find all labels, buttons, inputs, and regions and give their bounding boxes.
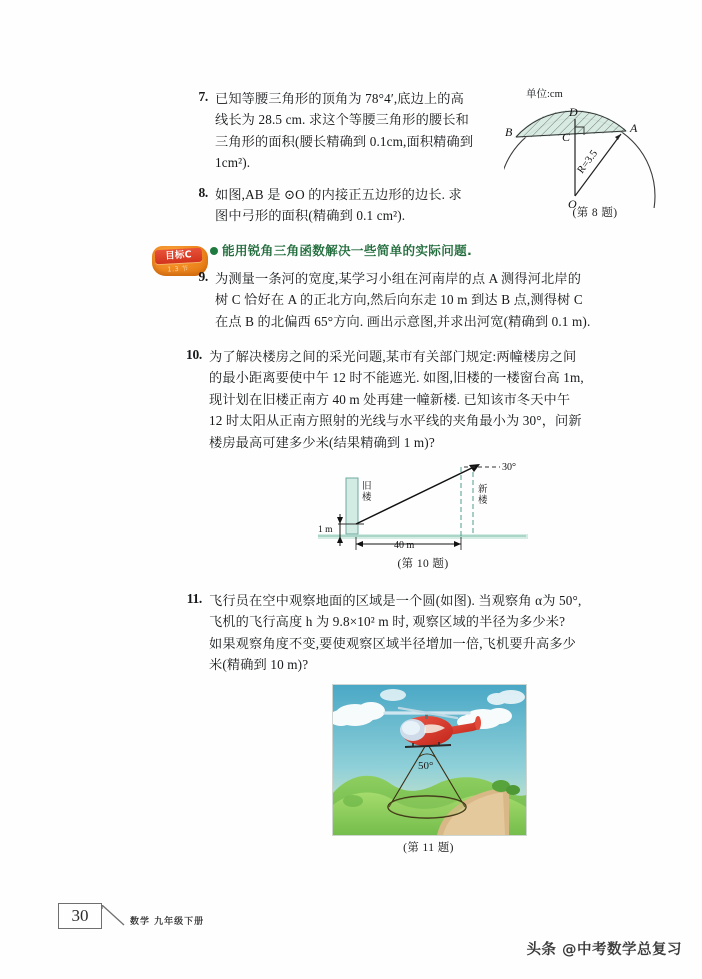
figure-8-drawing (504, 96, 686, 208)
svg-text:1 m: 1 m (318, 525, 333, 535)
problem-9-number: 9. (198, 269, 208, 284)
goal-statement (210, 240, 472, 259)
problem-11-text (202, 590, 581, 676)
figure-8-unit-label: 单位:cm (526, 89, 563, 100)
problem-10-line-1: 为了解决楼房之间的采光问题,某市有关部门规定:两幢楼房之间 (209, 349, 577, 364)
problem-10-line-5: 楼房最高可建多少米(结果精确到 1 m)? (209, 434, 435, 450)
problem-7-line-3: 三角形的面积(腰长精确到 0.1cm,面积精确到 (215, 133, 474, 149)
problem-8-text (208, 184, 462, 227)
svg-text:楼: 楼 (478, 495, 488, 506)
svg-text:O: O (568, 197, 577, 208)
watermark: 头条 @中考数学总复习 (526, 942, 682, 958)
problem-10-line-3: 现计划在旧楼正南方 40 m 处再建一幢新楼. 已知该市冬天中午 (209, 391, 571, 407)
problem-11 (180, 590, 608, 676)
problem-11-line-2: 飞机的飞行高度 h 为 9.8×10² m 时, 观察区域的半径为多少米? (209, 614, 566, 630)
figure-10-caption: (第 10 题) (397, 558, 449, 570)
problem-9-line-3: 在点 B 的北偏西 65°方向. 画出示意图,并求出河宽(精确到 0.1 m). (215, 313, 591, 329)
problem-8 (186, 184, 486, 227)
problem-9-line-2: 树 C 恰好在 A 的正北方向,然后向东走 10 m 到达 B 点,测得树 C (215, 292, 583, 308)
footer-slash-icon (102, 905, 128, 927)
figure-problem-11 (332, 684, 528, 862)
figure-problem-10 (318, 458, 528, 576)
problem-10-text (202, 346, 584, 453)
goal-badge-sublabel: 1.3 节 (167, 264, 189, 274)
problem-7 (186, 88, 486, 174)
problem-8-line-1: 如图,AB 是 ⊙O 的内接正五边形的边长. 求 (215, 187, 462, 202)
problem-7-line-4: 1cm²). (215, 155, 251, 171)
figure-problem-8 (504, 86, 686, 222)
footer-book-label: 数学 九年级下册 (130, 917, 205, 927)
badge-plate (155, 248, 203, 264)
problem-10-line-2: 的最小距离要使中午 12 时不能遮光. 如图,旧楼的一楼窗台高 1m, (209, 370, 584, 386)
page-number-box (58, 903, 102, 929)
problem-8-line-2: 图中弓形的面积(精确到 0.1 cm²). (215, 208, 406, 224)
svg-text:30°: 30° (502, 462, 516, 473)
problem-7-text (208, 88, 473, 174)
angle-label-50: 50° (418, 760, 434, 772)
svg-text:旧: 旧 (362, 481, 372, 492)
svg-text:B: B (505, 125, 513, 139)
figure-11-drawing (333, 685, 526, 835)
problem-7-line-2: 线长为 28.5 cm. 求这个等腰三角形的腰长和 (215, 112, 469, 128)
problem-9 (186, 268, 606, 332)
problem-10-line-4: 12 时太阳从正南方照射的光线与水平线的夹角最小为 30°，问新 (209, 413, 582, 429)
svg-text:楼: 楼 (362, 492, 372, 503)
problem-11-line-1: 飞行员在空中观察地面的区域是一个圆(如图). 当观察角 α为 50°, (209, 593, 582, 608)
svg-text:C: C (562, 130, 571, 144)
problem-10 (180, 346, 608, 453)
goal-badge-label: 目标C (164, 249, 193, 262)
goal-statement-text: 能用锐角三角函数解决一些简单的实际问题. (222, 243, 473, 258)
problem-7-line-1: 已知等腰三角形的顶角为 78°4′,底边上的高 (215, 91, 464, 106)
figure-10-drawing (318, 458, 528, 554)
problem-11-line-4: 米(精确到 10 m)? (209, 657, 309, 673)
svg-text:40 m: 40 m (394, 540, 415, 551)
problem-8-number: 8. (198, 185, 208, 200)
green-dot-icon (210, 247, 218, 255)
svg-text:D: D (569, 105, 578, 119)
problem-7-number: 7. (198, 89, 208, 104)
figure-11-caption: (第 11 题) (403, 842, 454, 854)
svg-text:A: A (630, 121, 638, 135)
problem-11-number: 11. (186, 591, 202, 606)
problem-10-number: 10. (186, 347, 202, 362)
helicopter-illustration (332, 684, 527, 836)
problem-11-line-3: 如果观察角度不变,要使观察区域半径增加一倍,飞机要升高多少 (209, 635, 577, 651)
figure-8-caption: (第 8 题) (572, 207, 618, 219)
problem-9-line-1: 为测量一条河的宽度,某学习小组在河南岸的点 A 测得河北岸的 (215, 271, 582, 286)
problem-9-text (208, 268, 590, 332)
svg-text:R=3.5: R=3.5 (575, 148, 601, 176)
page-number: 30 (71, 906, 89, 925)
svg-text:新: 新 (478, 484, 488, 495)
